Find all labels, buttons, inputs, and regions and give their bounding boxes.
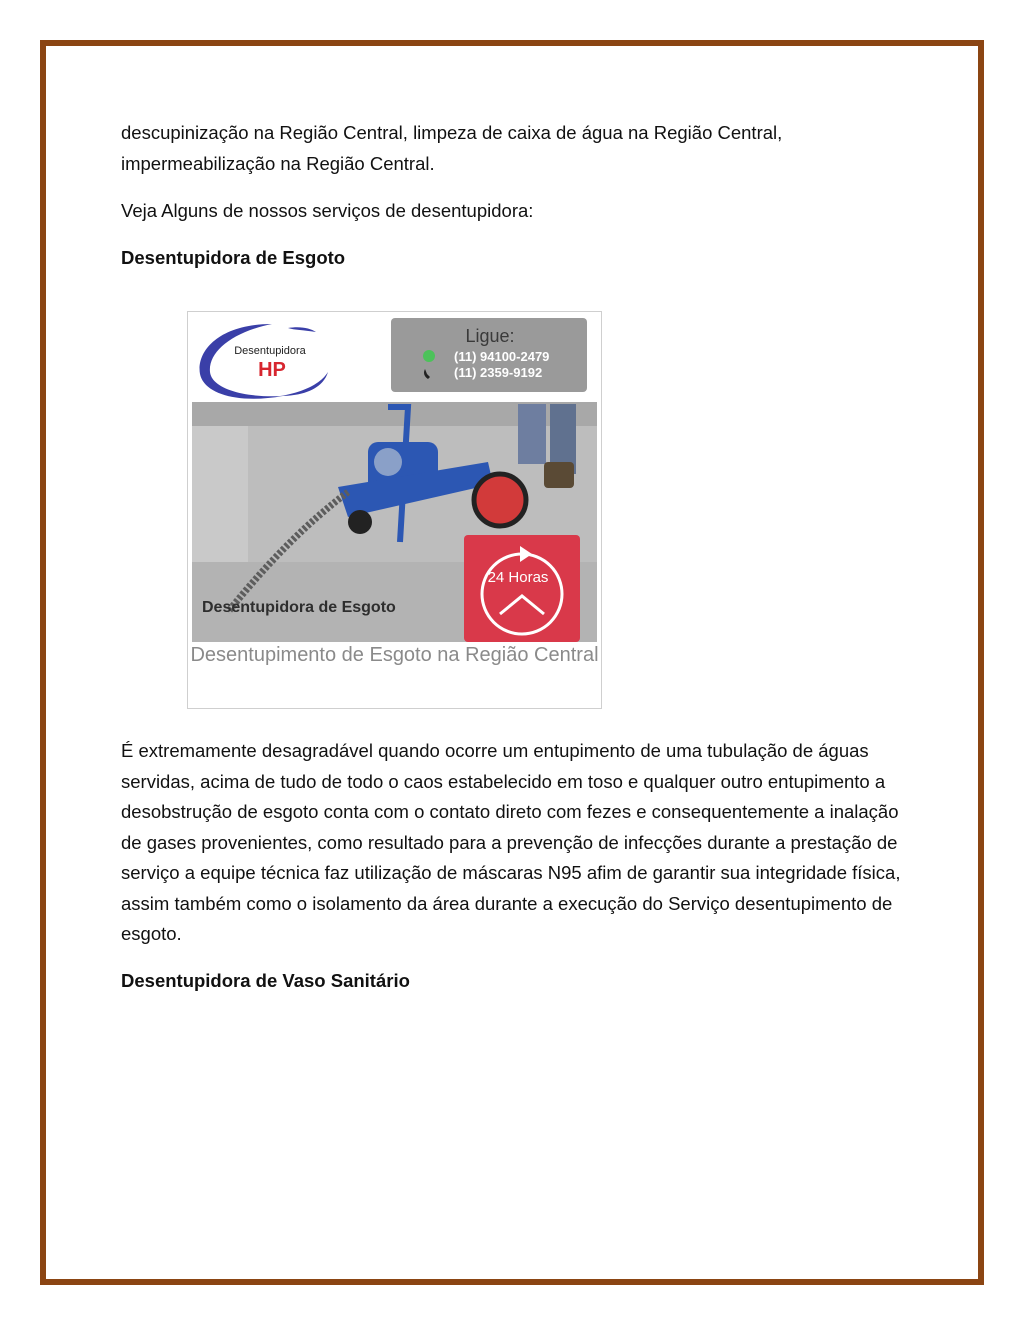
call-label: Ligue: xyxy=(465,326,515,346)
services-paragraph: Veja Alguns de nossos serviços de desentupidora: xyxy=(121,200,534,221)
logo-text: Desentupidora xyxy=(234,345,306,357)
service-title: Desentupidora de Esgoto xyxy=(202,599,396,616)
whatsapp-icon xyxy=(423,350,435,362)
body-paragraph: É extremamente desagradável quando ocorre um entupimento de uma tubulação de águas servidas, acima de tudo de todo o caos estabelecido em toso e qualquer outro entupimento a desobstrução de esgoto conta com o contato direto com fezes e consequentemente a inalação de gases provenientes, como resultado para a prevenção de infecções durante a prestação de serviço a equipe técnica faz utilização de máscaras N95 afim de garantir sua integridade física, assim também como o isolamento da área durante a execução do Serviço desentupimento de esgoto. xyxy=(121,740,901,944)
phone-whatsapp: (11) 94100-2479 xyxy=(454,349,550,364)
banner-caption: Desentupimento de Esgoto na Região Central xyxy=(190,644,599,666)
badge-text: 24 Horas xyxy=(487,569,549,586)
phone-landline: (11) 2359-9192 xyxy=(454,365,543,380)
heading-vaso: Desentupidora de Vaso Sanitário xyxy=(121,970,410,991)
heading-esgoto: Desentupidora de Esgoto xyxy=(121,247,346,268)
service-banner-image xyxy=(187,311,602,709)
machine-wheel xyxy=(474,474,526,526)
intro-paragraph: descupinização na Região Central, limpeza de caixa de água na Região Central, impermeabilização na Região Central. xyxy=(121,122,783,174)
logo-hp: HP xyxy=(258,359,286,381)
